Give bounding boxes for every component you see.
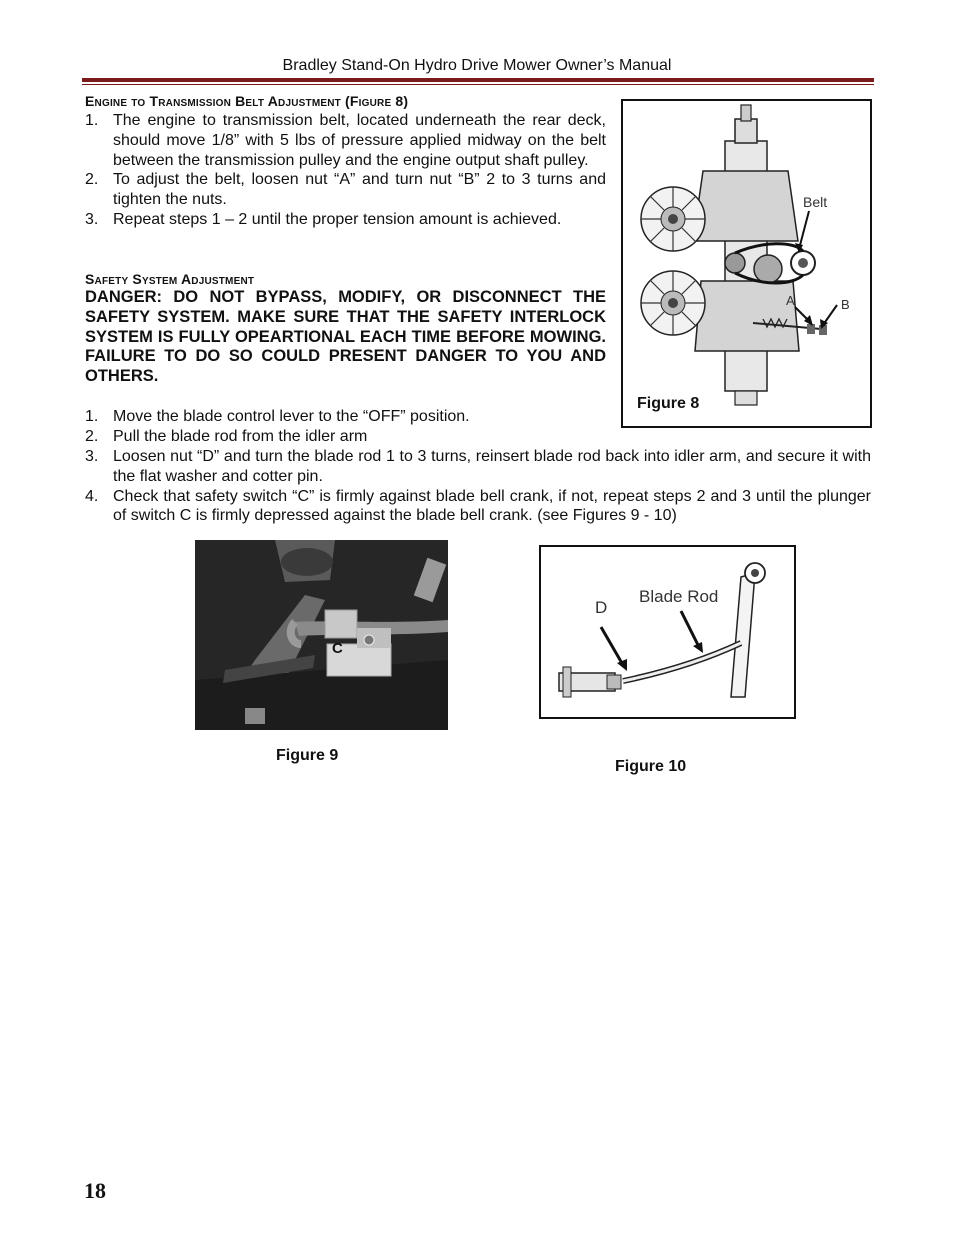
nut-a-label: A: [786, 293, 795, 308]
safety-switch-photo: [195, 540, 448, 730]
figure-10-blade-rod: [539, 545, 796, 719]
belt-label: Belt: [803, 194, 828, 210]
switch-c-label: C: [332, 640, 343, 657]
list-item: 3. Loosen nut “D” and turn the blade rod 1 to 3 turns, reinsert blade rod back into idler arm, and secure it with the flat washer and cotter pin.: [85, 448, 871, 485]
blade-rod-label: Blade Rod: [639, 587, 719, 606]
list-item: 3. Repeat steps 1 – 2 until the proper tension amount is achieved.: [85, 210, 562, 228]
manual-title: Bradley Stand-On Hydro Drive Mower Owner’s Manual: [282, 57, 672, 74]
figure-8-caption: Figure 8: [637, 395, 700, 412]
list-item: 2. Pull the blade rod from the idler arm: [85, 427, 368, 445]
safety-steps-long: [85, 447, 871, 526]
list-item: 1. Move the blade control lever to the “OFF” position.: [85, 408, 470, 425]
figure-8-belt-diagram: [621, 99, 872, 428]
list-item: 1. The engine to transmission belt, located underneath the rear deck, should move 1/8” with 5 lbs of pressure applied midway on the belt between the transmission pulley and the engine output shaft pulley.: [85, 112, 606, 169]
section-heading-safety-system: Safety System Adjustment: [85, 271, 255, 287]
header-rule-thin: [82, 84, 874, 85]
page-number: 18: [84, 1178, 106, 1203]
belt-steps-list: [85, 111, 606, 230]
list-item: 2. To adjust the belt, loosen nut “A” and turn nut “B” 2 to 3 turns and tighten the nuts.: [85, 171, 606, 209]
blade-rod-illustration: [541, 547, 794, 717]
figure-10-caption: Figure 10: [615, 758, 687, 775]
section-heading-belt-adjustment: Engine to Transmission Belt Adjustment (Figure 8): [85, 93, 409, 109]
safety-steps-short: [85, 407, 595, 447]
list-item: 4. Check that safety switch “C” is firmly against blade bell crank, if not, repeat steps 2 and 3 until the plunger of switch C is firmly depressed against the blade bell crank. (see Figures 9 - 10): [85, 487, 871, 525]
transmission-illustration: [623, 101, 870, 426]
nut-b-label: B: [841, 297, 850, 312]
figure-9-caption: Figure 9: [276, 747, 339, 764]
header-rule-thick: [82, 78, 874, 82]
danger-warning: DANGER: DO NOT BYPASS, MODIFY, OR DISCONNECT THE SAFETY SYSTEM. MAKE SURE THAT THE SAFETY INTERLOCK SYSTEM IS FULLY OPEARTIONAL EACH TIME BEFORE MOWING. FAILURE TO DO SO COULD PRESENT DANGER TO YOU AND OTHERS.: [85, 288, 606, 386]
figure-9-photo: [195, 540, 448, 730]
nut-d-label: D: [595, 598, 608, 617]
